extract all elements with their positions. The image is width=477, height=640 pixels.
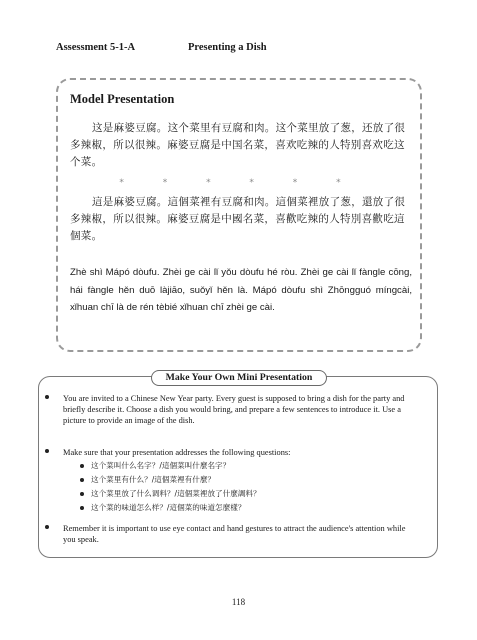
- instructions-text: You are invited to a Chinese New Year party. Every guest is supposed to bring a dish for the party and briefly describe it. Choose a dish you would bring, and prepare a few sentences to introduce it. Use a picture to provide an image of the dish.: [63, 394, 405, 426]
- simplified-chinese-text: 这是麻婆豆腐。这个菜里有豆腐和肉。这个菜里放了葱，还放了很多辣椒，所以很辣。麻婆豆腐是中国名菜，喜欢吃辣的人特别喜欢吃这个菜。: [70, 122, 406, 168]
- question-text: 这个菜叫什么名字？/這個菜叫什麼名字？: [91, 461, 231, 470]
- mini-presentation-title: Make Your Own Mini Presentation: [151, 370, 327, 386]
- question-item: [91, 503, 245, 514]
- sub-bullet-icon: [80, 506, 84, 510]
- question-text: 这个菜里放了什么调料？/這個菜裡放了什麼調料？: [91, 489, 261, 498]
- question-text: 这个菜的味道怎么样？/這個菜的味道怎麼樣？: [91, 503, 246, 512]
- question-item: [91, 475, 215, 486]
- question-text: 这个菜里有什么？/這個菜裡有什麼？: [91, 475, 216, 484]
- traditional-chinese-text: 這是麻婆豆腐。這個菜裡有豆腐和肉。這個菜裡放了葱，還放了很多辣椒，所以很辣。麻婆豆腐是中國名菜，喜歡吃辣的人特別喜歡吃這個菜。: [70, 196, 406, 242]
- assessment-title: Presenting a Dish: [188, 42, 267, 53]
- pinyin-text: Zhè shì Mápó dòufu. Zhèi ge cài lǐ yǒu dòufu hé ròu. Zhèi ge cài lǐ fàngle cōng, hái fàngle hěn duō làjiāo, suǒyǐ hěn là. Mápó dòufu shì Zhōngguó míngcài, xǐhuan chī là de rén tèbié xǐhuan chī zhèi ge cài.: [70, 267, 412, 313]
- question-item: [91, 461, 230, 472]
- bullet-icon: [45, 449, 49, 453]
- model-presentation-title: Model Presentation: [70, 92, 175, 106]
- bullet-icon: [45, 395, 49, 399]
- bullet-icon: [45, 525, 49, 529]
- questions-intro: [63, 447, 413, 512]
- sub-bullet-icon: [80, 492, 84, 496]
- assessment-code: Assessment 5-1-A: [56, 42, 136, 53]
- star-divider: * * * * * *: [119, 178, 359, 188]
- model-presentation-box: [56, 78, 422, 352]
- reminder-paragraph: [63, 523, 413, 545]
- page-number: 118: [231, 597, 246, 607]
- questions-intro-text: Make sure that your presentation addresses the following questions:: [63, 448, 291, 457]
- question-item: [91, 489, 261, 500]
- sub-bullet-icon: [80, 464, 84, 468]
- sub-bullet-icon: [80, 478, 84, 482]
- mini-presentation-box: [38, 372, 438, 558]
- reminder-text: Remember it is important to use eye contact and hand gestures to attract the audience's attention while you speak.: [63, 524, 406, 545]
- instructions-paragraph: [63, 393, 413, 427]
